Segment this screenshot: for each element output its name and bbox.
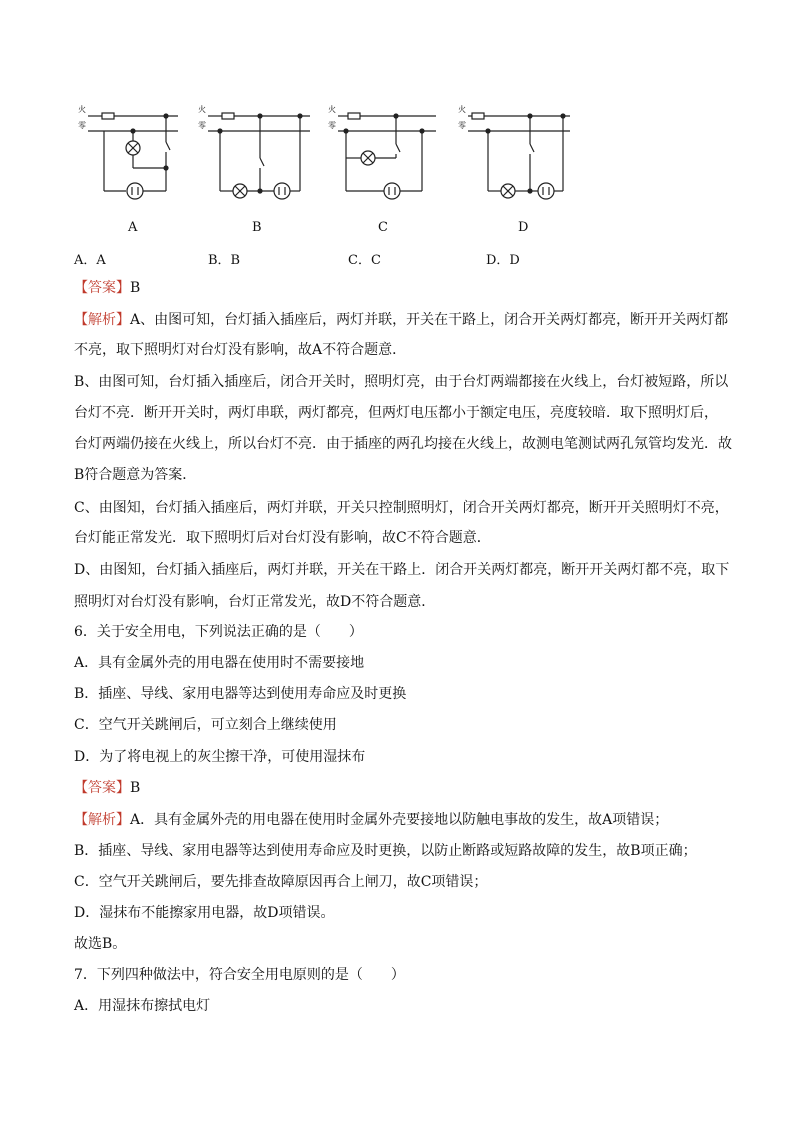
analysis-tag: 【解析】 <box>74 812 130 828</box>
q5-analysis-line-7: C、由图知，台灯插入插座后，两灯并联，开关只控制照明灯，闭合开关两灯都亮，断开开关照明灯不亮， <box>74 500 729 516</box>
live-wire-label: 火 <box>328 105 336 114</box>
q7-stem: 7．下列四种做法中，符合安全用电原则的是（ ） <box>74 967 405 983</box>
circuit-diagram-a <box>78 96 188 206</box>
q5-answer <box>74 278 140 298</box>
figure-label-a: A <box>128 220 138 235</box>
q5-choice-a: A．A <box>74 253 106 268</box>
q6-answer <box>74 778 140 798</box>
q5-analysis-line-1: 【解析】A、由图可知，台灯插入插座后，两灯并联，开关在干路上，闭合开关两灯都亮，断开开关两灯都 <box>74 312 729 328</box>
q6-stem: 6．关于安全用电，下列说法正确的是（ ） <box>74 624 363 640</box>
q6-option-b: B．插座、导线、家用电器等达到使用寿命应及时更换 <box>74 686 407 702</box>
q6-analysis-line-1: 【解析】A．具有金属外壳的用电器在使用时金属外壳要接地以防触电事故的发生，故A项错误； <box>74 812 669 828</box>
q5-answer-value: B <box>130 280 141 296</box>
q6-option-d: D．为了将电视上的灰尘擦干净，可使用湿抹布 <box>74 749 366 765</box>
neutral-wire-label: 零 <box>198 121 206 130</box>
q5-choice-c: C．C <box>348 253 381 268</box>
neutral-wire-label: 零 <box>458 121 466 130</box>
figure-label-b: B <box>252 220 262 235</box>
q5-analysis-line-9: D、由图知，台灯插入插座后，两灯并联，开关在干路上．闭合开关两灯都亮，断开开关两灯都不亮，取下 <box>74 562 730 578</box>
q6-option-c: C．空气开关跳闸后，可立刻合上继续使用 <box>74 717 337 733</box>
answer-tag: 【答案】 <box>74 780 130 796</box>
q5-analysis-line-2: 不亮，取下照明灯对台灯没有影响，故A不符合题意． <box>74 342 407 358</box>
neutral-wire-label: 零 <box>328 121 336 130</box>
q6-analysis-line-3: C．空气开关跳闸后，要先排查故障原因再合上闸刀，故C项错误； <box>74 874 488 890</box>
figure-label-c: C <box>378 220 388 235</box>
live-wire-label: 火 <box>198 105 206 114</box>
q6-analysis-line-5: 故选B。 <box>74 936 127 952</box>
q5-choice-b: B．B <box>208 253 241 268</box>
q5-analysis-line-8: 台灯能正常发光．取下照明灯后对台灯没有影响，故C不符合题意． <box>74 530 491 546</box>
live-wire-label: 火 <box>458 105 466 114</box>
q6-option-a: A．具有金属外壳的用电器在使用时不需要接地 <box>74 655 365 671</box>
q5-analysis-line-5: 台灯两端仍接在火线上，所以台灯不亮．由于插座的两孔均接在火线上，故测电笔测试两孔氖管均发光．故 <box>74 436 732 452</box>
circuit-diagram-c <box>328 96 448 206</box>
figure-label-d: D <box>518 220 529 235</box>
q5-analysis-line-4: 台灯不亮．断开开关时，两灯串联，两灯都亮，但两灯电压都小于额定电压，亮度较暗．取下照明灯后， <box>74 405 718 421</box>
q7-option-a: A．用湿抹布擦拭电灯 <box>74 998 211 1014</box>
analysis-tag: 【解析】 <box>74 312 130 328</box>
circuit-figures <box>70 96 590 241</box>
q5-analysis-line-6: B符合题意为答案． <box>74 467 197 483</box>
neutral-wire-label: 零 <box>78 121 86 130</box>
q5-choice-d: D．D <box>486 253 520 268</box>
q6-answer-value: B <box>130 780 141 796</box>
answer-tag: 【答案】 <box>74 280 130 296</box>
q6-analysis-line-2: B．插座、导线、家用电器等达到使用寿命应及时更换，以防止断路或短路故障的发生，故B项正确； <box>74 843 697 859</box>
q6-analysis-line-4: D．湿抹布不能擦家用电器，故D项错误。 <box>74 905 335 921</box>
live-wire-label: 火 <box>78 105 86 114</box>
circuit-diagram-b <box>198 96 318 206</box>
circuit-diagram-d <box>458 96 578 206</box>
q5-analysis-line-3: B、由图可知，台灯插入插座后，闭合开关时，照明灯亮，由于台灯两端都接在火线上，台灯被短路，所以 <box>74 374 729 390</box>
q5-analysis-line-10: 照明灯对台灯没有影响，台灯正常发光，故D不符合题意． <box>74 594 436 610</box>
